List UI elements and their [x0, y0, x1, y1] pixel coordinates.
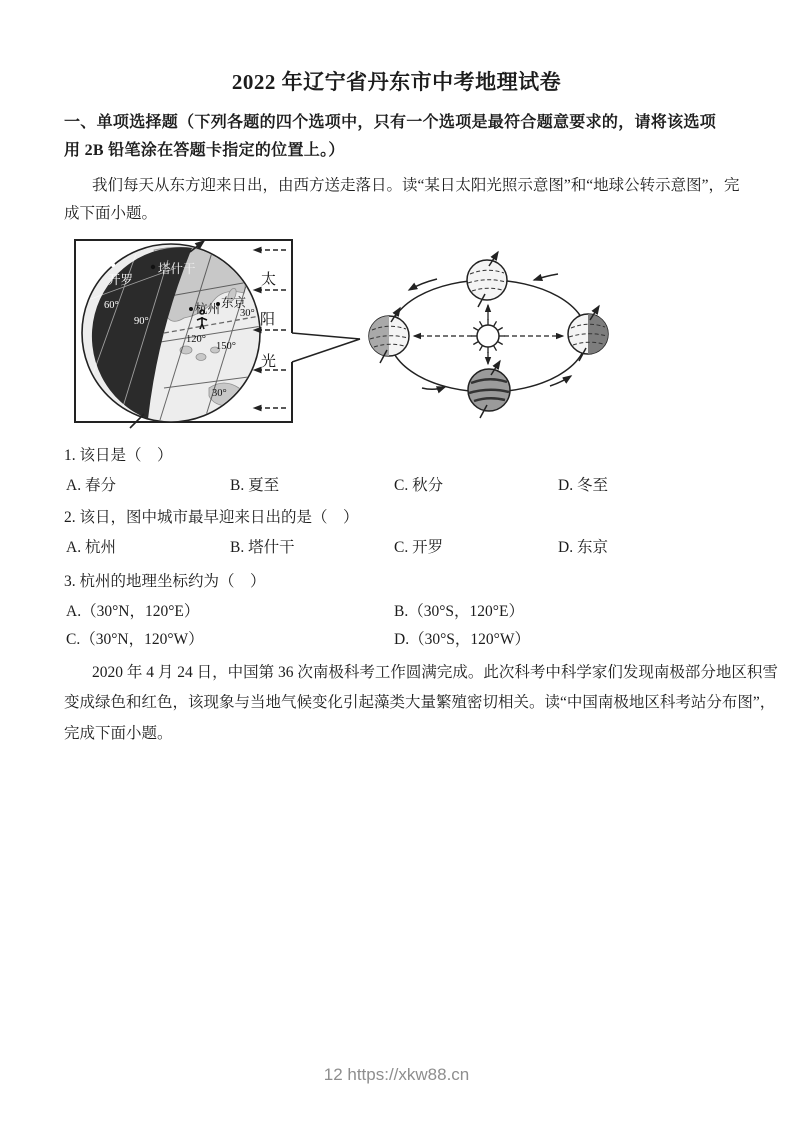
sunlight-char-guang: 光: [261, 354, 277, 370]
tashkent-dot: [151, 265, 155, 269]
solar-illumination-and-revolution-figure: [64, 238, 730, 430]
label-30-bottom: 30°: [212, 388, 227, 399]
callout-wedge: [292, 333, 360, 362]
label-150: 150°: [216, 341, 236, 352]
hangzhou-dot: [189, 307, 193, 311]
earth-icon-bottom: [468, 361, 510, 418]
intro1-line-2: 成下面小题。: [64, 205, 158, 222]
option-item: B. 塔什干: [230, 539, 295, 556]
label-90: 90°: [134, 316, 149, 327]
option-item: D.（30°S，120°W）: [394, 631, 530, 648]
section-heading-line-2: 用 2B 铅笔涂在答题卡指定的位置上。）: [64, 142, 345, 159]
globe-box: [75, 240, 292, 428]
option-item: A.（30°N，120°E）: [66, 603, 200, 620]
city-label-tashkent: 塔什干: [158, 262, 196, 276]
sunlight-char-tai: 太: [261, 272, 277, 288]
intro1-line-1: 我们每天从东方迎来日出，由西方送走落日。读“某日太阳光照示意图”和“地球公转示意图”，完: [92, 177, 740, 194]
option-item: B. 夏至: [230, 477, 280, 494]
page-title: 2022 年辽宁省丹东市中考地理试卷: [231, 70, 562, 94]
question-1-stem: 1. 该日是（ ）: [64, 447, 173, 464]
city-label-cairo: 开罗: [108, 273, 134, 287]
option-item: D. 东京: [558, 539, 608, 556]
sunlight-char-yang: 阳: [260, 312, 276, 328]
option-item: A. 杭州: [66, 539, 116, 556]
question-3-options-row-2: [0, 627, 793, 649]
page-footer: 12 https://xkw88.cn: [323, 1065, 470, 1084]
label-120: 120°: [186, 334, 206, 345]
option-item: C. 秋分: [394, 477, 444, 494]
question-3-options-row-1: [0, 599, 793, 621]
sun-icon: [471, 319, 505, 353]
earth-icon-left: [369, 308, 409, 363]
question-1-options: [0, 473, 793, 495]
label-60: 60°: [104, 300, 119, 311]
option-item: B.（30°S，120°E）: [394, 603, 524, 620]
label-30-right: 30°: [240, 308, 255, 319]
city-label-tokyo: 东京: [221, 296, 247, 310]
option-item: A. 春分: [66, 477, 116, 494]
option-item: C. 开罗: [394, 539, 444, 556]
intro2-line-1: 2020 年 4 月 24 日，中国第 36 次南极科考工作圆满完成。此次科考中科学家们发现南极部分地区积雪: [92, 664, 778, 681]
section-heading-line-1: 一、单项选择题（下列各题的四个选项中，只有一个选项是最符合题意要求的，请将该选项: [64, 114, 717, 131]
earth-icon-top: [467, 252, 507, 307]
question-3-stem: 3. 杭州的地理坐标约为（ ）: [64, 573, 266, 590]
intro2-line-2: 变成绿色和红色，该现象与当地气候变化引起藻类大量繁殖密切相关。读“中国南极地区科考站分布图”，: [64, 694, 776, 711]
earth-icon-right: [568, 306, 608, 361]
cairo-dot: [111, 263, 115, 267]
revolution-diagram: [369, 252, 608, 418]
option-item: D. 冬至: [558, 477, 608, 494]
question-2-stem: 2. 该日，图中城市最早迎来日出的是（ ）: [64, 509, 359, 526]
question-2-options: [0, 535, 793, 557]
intro2-line-3: 完成下面小题。: [64, 725, 173, 742]
city-label-hangzhou: 杭州: [195, 302, 221, 316]
option-item: C.（30°N，120°W）: [66, 631, 204, 648]
